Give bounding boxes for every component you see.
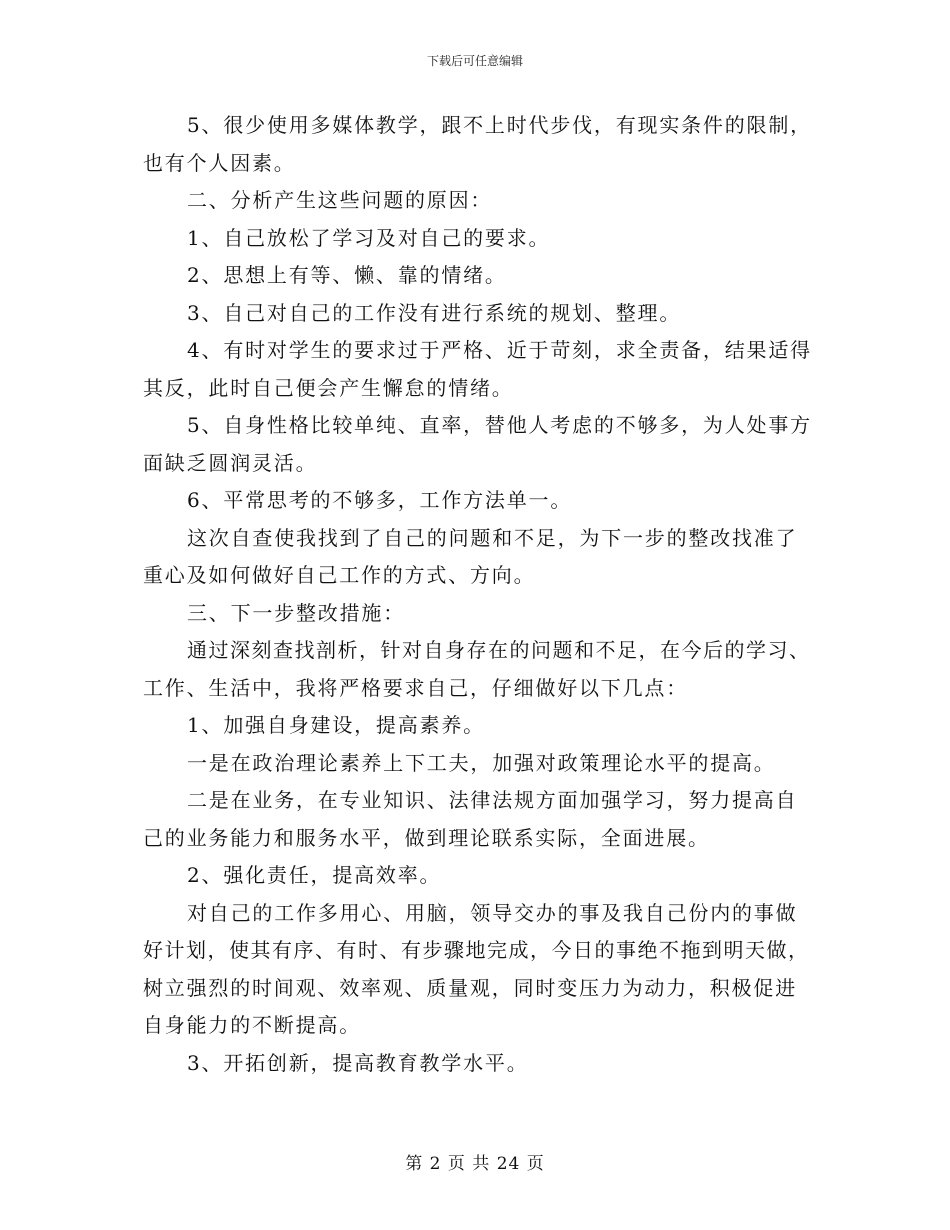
text-line: 4、有时对学生的要求过于严格、近于苛刻，求全责备，结果适得 <box>187 338 812 362</box>
text-line: 也有个人因素。 <box>143 150 296 175</box>
text-line: 2、强化责任，提高效率。 <box>187 863 442 887</box>
document-body <box>143 107 811 1082</box>
text-line: 好计划，使其有序、有时、有步骤地完成，今日的事绝不拖到明天做， <box>143 938 810 962</box>
text-line: 二是在业务，在专业知识、法律法规方面加强学习，努力提高自 <box>187 788 798 812</box>
text-line: 6、平常思考的不够多，工作方法单一。 <box>187 488 573 512</box>
section-heading: 二、分析产生这些问题的原因： <box>187 188 493 212</box>
text-line: 2、思想上有等、懒、靠的情绪。 <box>187 263 507 287</box>
page-footer: 第 2 页 共 24 页 <box>405 1154 545 1174</box>
text-line: 这次自查使我找到了自己的问题和不足，为下一步的整改找准了 <box>187 525 798 550</box>
text-line: 5、很少使用多媒体教学，跟不上时代步伐，有现实条件的限制， <box>187 113 812 137</box>
page-header: 下载后可任意编辑 <box>426 54 523 68</box>
text-line: 对自己的工作多用心、用脑，领导交办的事及我自己份内的事做 <box>187 900 798 925</box>
text-line: 工作、生活中，我将严格要求自己，仔细做好以下几点： <box>143 675 688 700</box>
section-heading: 三、下一步整改措施： <box>187 600 405 625</box>
text-line: 其反，此时自己便会产生懈怠的情绪。 <box>143 375 514 400</box>
text-line: 3、开拓创新，提高教育教学水平。 <box>187 1050 529 1075</box>
text-line: 重心及如何做好自己工作的方式、方向。 <box>143 563 536 587</box>
text-line: 1、加强自身建设，提高素养。 <box>187 713 485 737</box>
text-line: 己的业务能力和服务水平，做到理论联系实际，全面进展。 <box>143 825 710 850</box>
text-line: 5、自身性格比较单纯、直率，替他人考虑的不够多，为人处事方 <box>187 413 812 437</box>
text-line: 3、自己对自己的工作没有进行系统的规划、整理。 <box>187 300 682 325</box>
text-line: 通过深刻查找剖析，针对自身存在的问题和不足，在今后的学习、 <box>187 638 811 662</box>
text-line: 树立强烈的时间观、效率观、质量观，同时变压力为动力，积极促进 <box>143 975 797 1000</box>
text-line: 1、自己放松了学习及对自己的要求。 <box>187 225 551 250</box>
text-line: 自身能力的不断提高。 <box>143 1013 361 1037</box>
text-line: 面缺乏圆润灵活。 <box>143 450 318 475</box>
text-line: 一是在政治理论素养上下工夫，加强对政策理论水平的提高。 <box>187 750 776 775</box>
